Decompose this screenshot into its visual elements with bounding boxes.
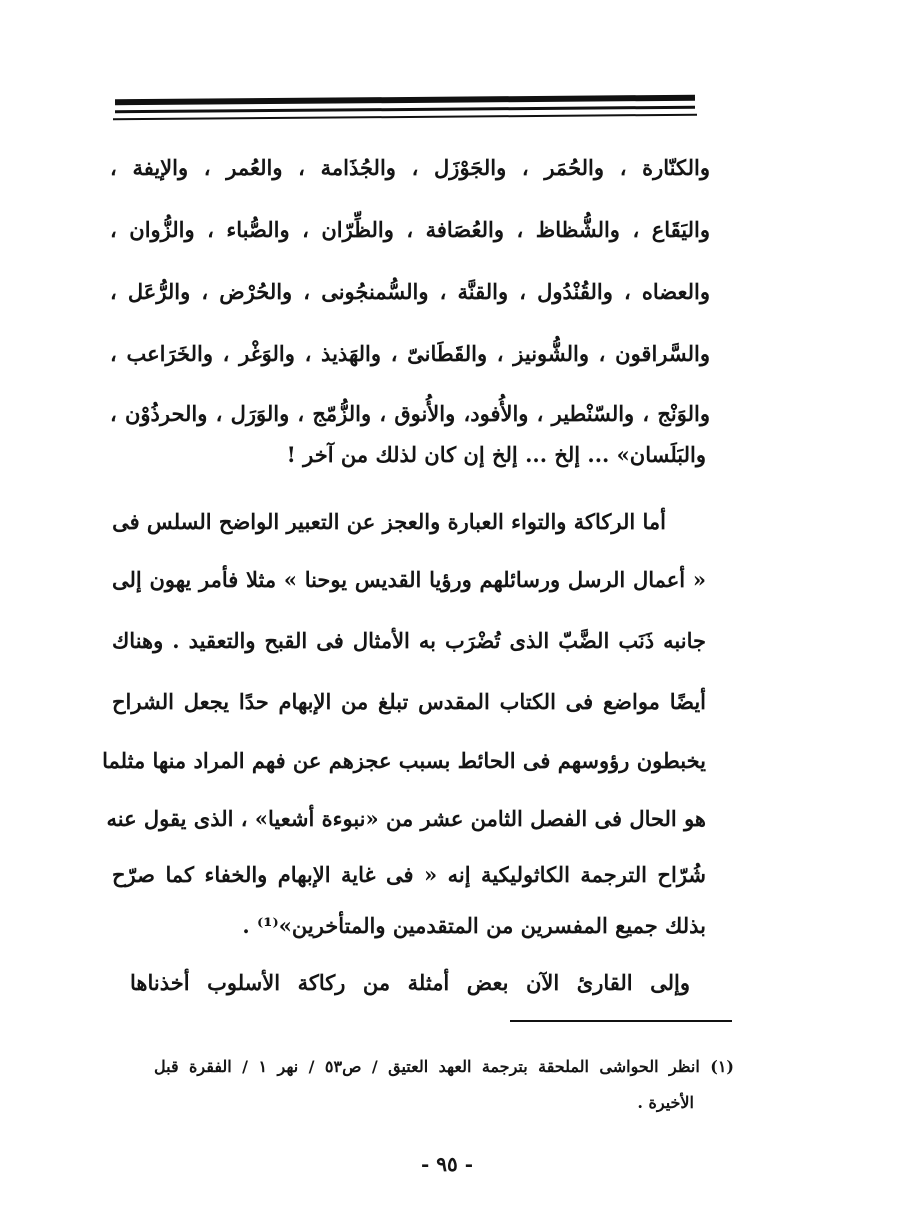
- body-line-2: « أعمال الرسل ورسائلهم ورؤيا القديس يوحنا » مثلا فأمر يهون إلى: [112, 567, 706, 592]
- body-line-1: أما الركاكة والتواء العبارة والعجز عن التعبير الواضح السلس فى: [112, 509, 666, 534]
- page-number: - ٩٥ -: [420, 1152, 473, 1176]
- list-line-5: والوَنْج ، والسّنْطير ، والأُفود، والأُنوق ، والزُّمّج ، والوَرَل ، والحرذُوْن ،: [110, 401, 710, 426]
- header-rule-thick: [115, 95, 695, 106]
- list-line-1: والكنّارة ، والحُمَر ، والجَوْزَل ، والجُذَامة ، والعُمر ، والإيفة ،: [110, 155, 710, 180]
- body-line-6: هو الحال فى الفصل الثامن عشر من «نبوءة أشعيا» ، الذى يقول عنه: [106, 806, 706, 831]
- list-line-4: والسَّراقون ، والشُّونيز ، والقَطَانىّ ، والهَذيذ ، والوَغْر ، والخَرَاعب ،: [110, 341, 710, 366]
- body-line-8: بذلك جميع المفسرين من المتقدمين والمتأخرين»⁽¹⁾ .: [242, 913, 706, 938]
- header-rule-thin: [113, 114, 697, 121]
- list-line-3: والعضاه ، والقُنْدُول ، والقنَّة ، والسُّمنجُونى ، والحُرْض ، والرُّعَل ،: [110, 279, 710, 304]
- footnote-separator: [510, 1020, 732, 1022]
- header-rule-medium: [115, 106, 695, 114]
- list-line-6: والبَلَسان» ... إلخ ... إلخ إن كان لذلك من آخر !: [286, 442, 706, 467]
- closing-line: وإلى القارئ الآن بعض أمثلة من ركاكة الأسلوب أخذناها: [130, 970, 690, 995]
- body-line-4: أيضًا مواضع فى الكتاب المقدس تبلغ من الإبهام حدًا يجعل الشراح: [112, 689, 706, 714]
- body-line-5: يخبطون رؤوسهم فى الحائط بسبب عجزهم عن فهم المراد منها مثلما: [102, 748, 706, 773]
- body-line-3: جانبه ذَنَب الضَّبّ الذى تُضْرَب به الأمثال فى القبح والتعقيد . وهناك: [112, 628, 706, 653]
- body-line-7: شُرّاح الترجمة الكاثوليكية إنه « فى غاية الإبهام والخفاء كما صرّح: [112, 862, 706, 887]
- footnote-line-1: (١) انظر الحواشى الملحقة بترجمة العهد العتيق / ص٥٣ / نهر ١ / الفقرة قبل: [154, 1057, 734, 1076]
- list-line-2: واليَقَاع ، والشُّظاظ ، والعُصَافة ، والظِّرّان ، والصُّباء ، والزُّوان ،: [110, 217, 710, 242]
- footnote-line-2: الأخيرة .: [637, 1093, 694, 1112]
